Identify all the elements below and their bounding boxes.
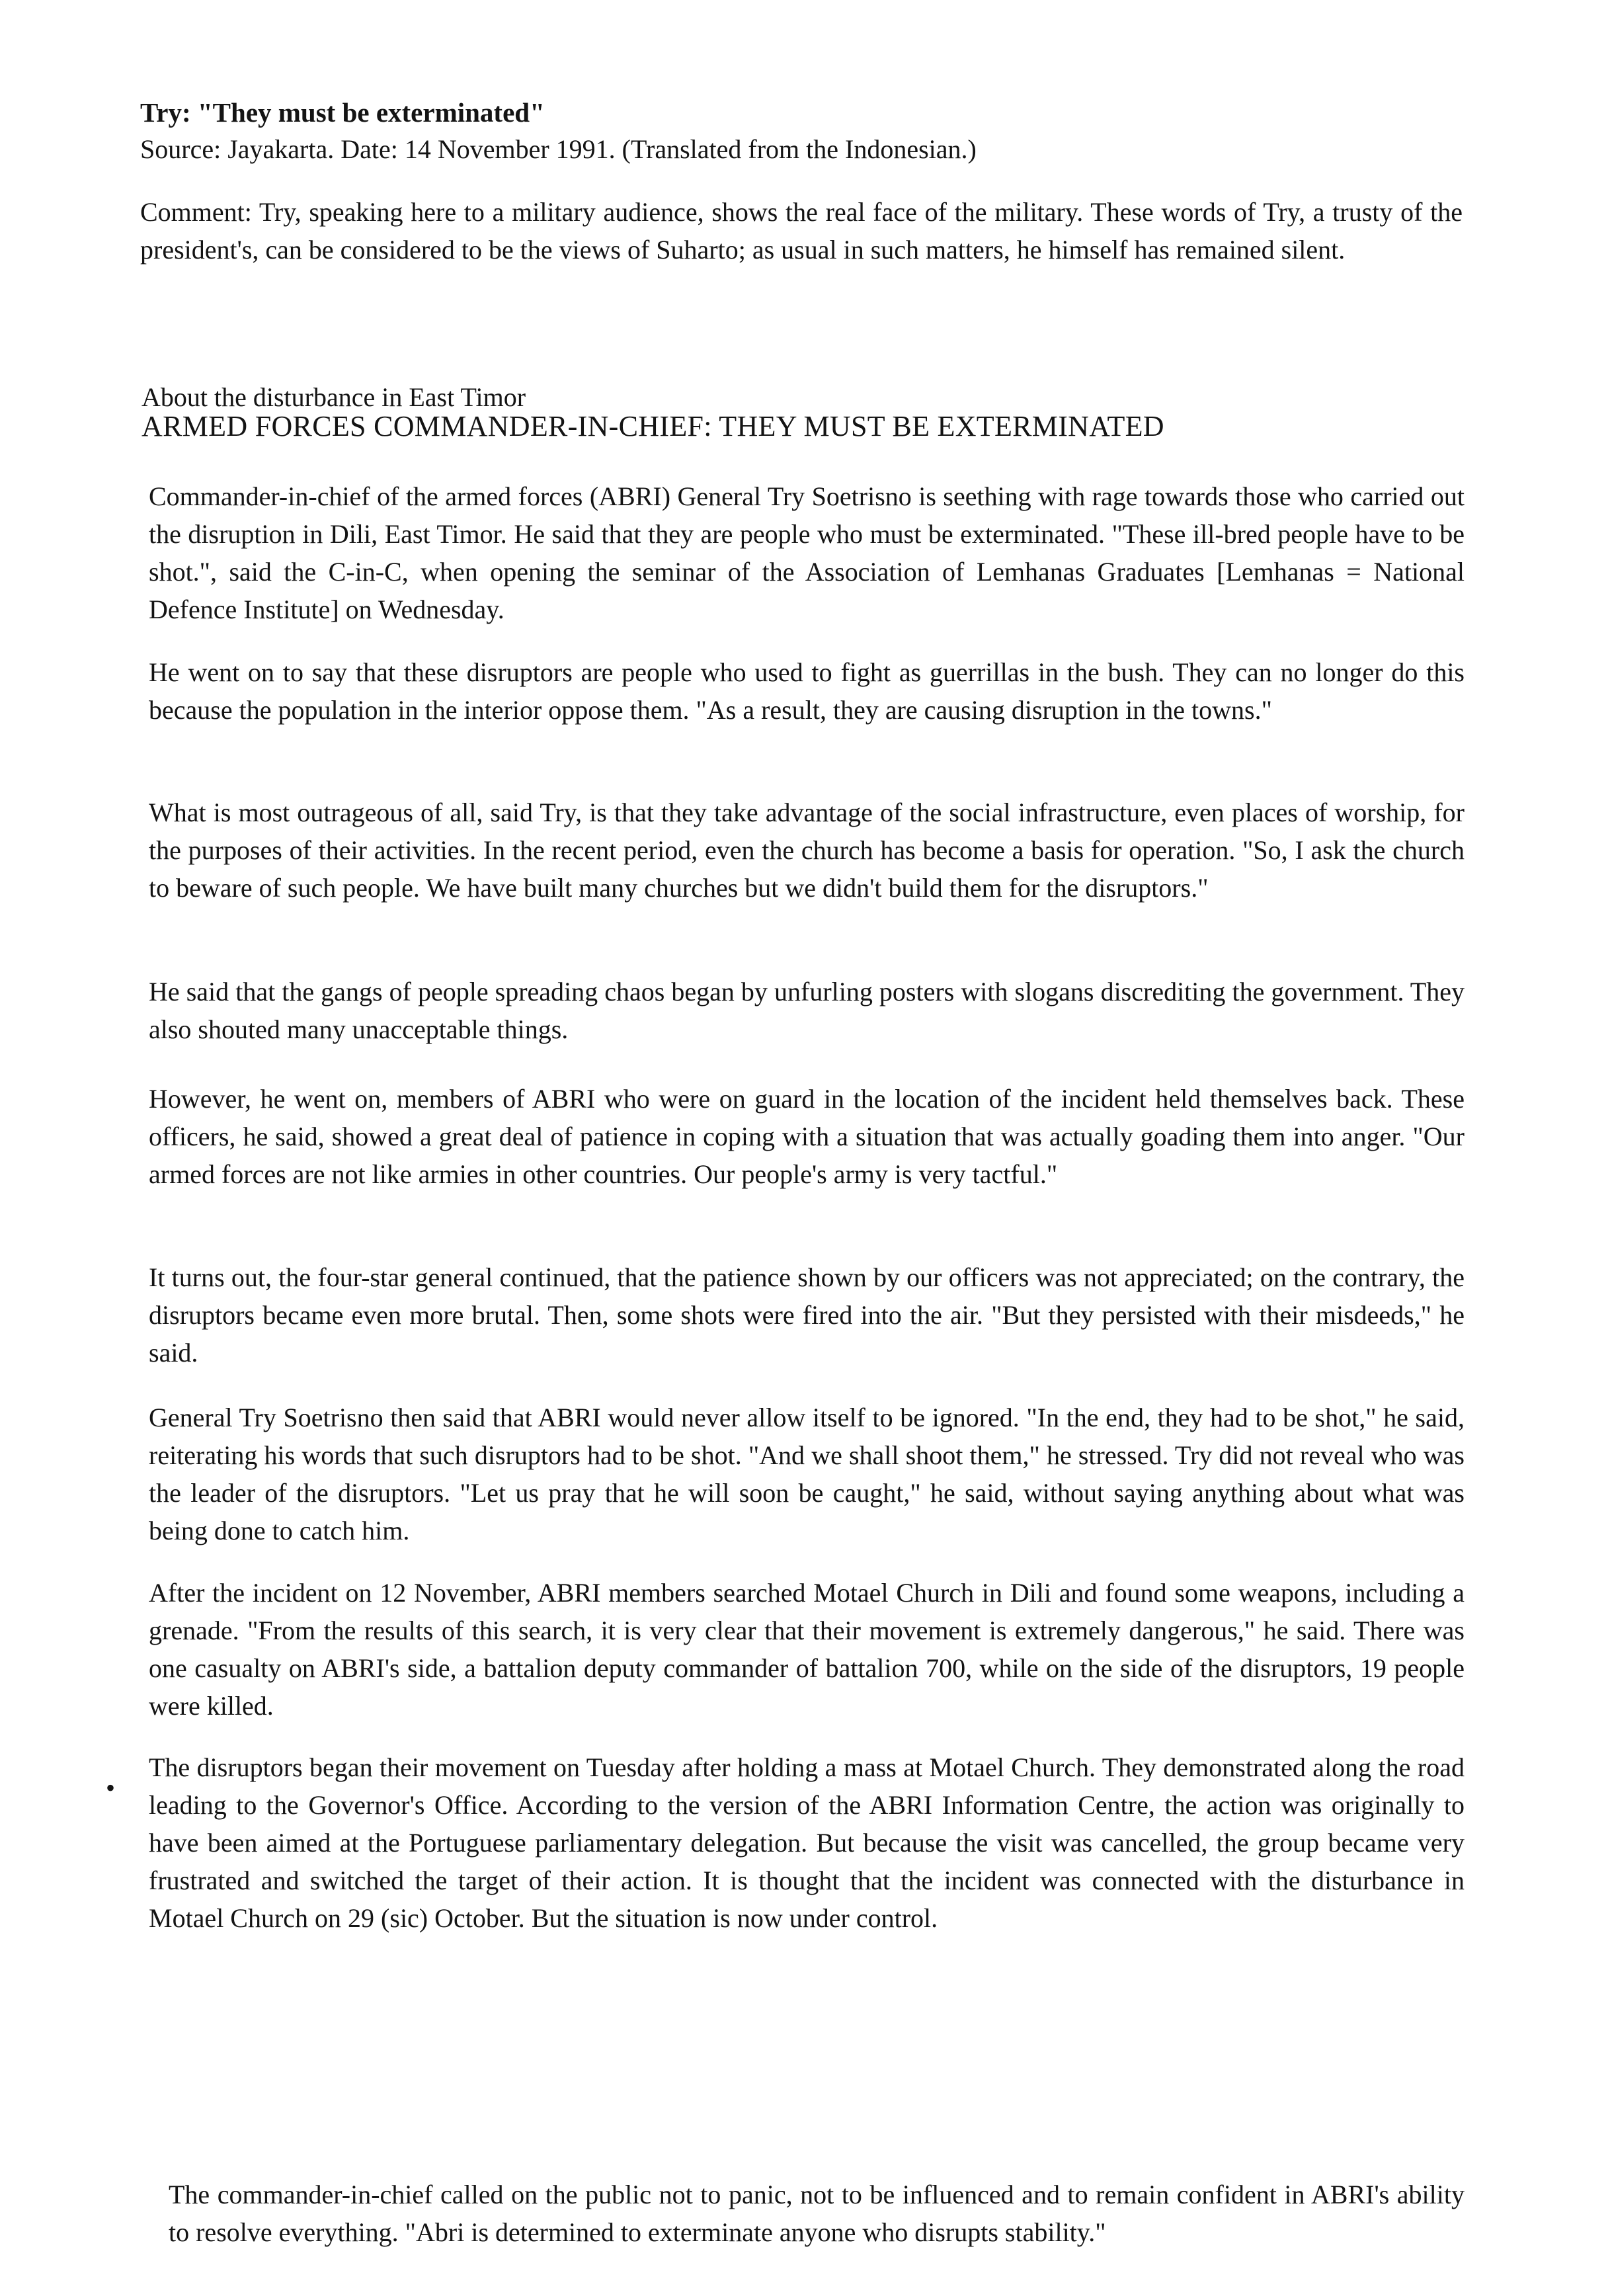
article-paragraph-6: It turns out, the four-star general continued, that the patience shown by our officers was not appreciated; on the contrary, the disruptors became even more brutal. Then, some shots were fired into the air. "But they persisted with their misdeeds," he said. xyxy=(149,1262,1465,1368)
source-line: Source: Jayakarta. Date: 14 November 1991. (Translated from the Indonesian.) xyxy=(140,134,977,164)
article-paragraph-1: Commander-in-chief of the armed forces (ABRI) General Try Soetrisno is seething with rage towards those who carried out the disruption in Dili, East Timor. He said that they are people who must be exterminated. "These ill-bred people have to be shot.", said the C-in-C, when opening the seminar of the Association of Lemhanas Graduates [Lemhanas = National Defence Institute] on Wednesday. xyxy=(149,481,1465,624)
article-paragraph-2: He went on to say that these disruptors are people who used to fight as guerrillas in the bush. They can no longer do this because the population in the interior oppose them. "As a result, they are causing disruption in the towns." xyxy=(149,657,1465,725)
article-kicker: About the disturbance in East Timor xyxy=(141,382,526,412)
article-paragraph-10: The commander-in-chief called on the public not to panic, not to be influenced and to remain confident in ABRI's ability to resolve everything. "Abri is determined to exterminate anyone who disrupts stability." xyxy=(169,2180,1465,2247)
article-headline: ARMED FORCES COMMANDER-IN-CHIEF: THEY MUST BE EXTERMINATED xyxy=(141,410,1164,442)
article-paragraph-7: General Try Soetrisno then said that ABRI would never allow itself to be ignored. "In the end, they had to be shot," he said, reiterating his words that such disruptors had to be shot. "And we shall shoot them," he stressed. Try did not reveal who was the leader of the disruptors. "Let us pray that he will soon be caught," he said, without saying anything about what was being done to catch him. xyxy=(149,1403,1465,1545)
article-paragraph-9: The disruptors began their movement on Tuesday after holding a mass at Motael Church. They demonstrated along the road leading to the Governor's Office. According to the version of the ABRI Information Centre, the action was originally to have been aimed at the Portuguese parliamentary delegation. But because the visit was cancelled, the group became very frustrated and switched the target of their action. It is thought that the incident was connected with the disturbance in Motael Church on 29 (sic) October. But the situation is now under control. xyxy=(149,1752,1465,1933)
comment-paragraph: Comment: Try, speaking here to a military audience, shows the real face of the military. These words of Try, a trusty of the president's, can be considered to be the views of Suharto; as usual in such matters, he himself has remained silent. xyxy=(140,197,1463,265)
article-paragraph-5: However, he went on, members of ABRI who were on guard in the location of the incident held themselves back. These officers, he said, showed a great deal of patience in coping with a situation that was actually goading them into anger. "Our armed forces are not like armies in other countries. Our people's army is very tactful." xyxy=(149,1084,1465,1189)
article-paragraph-3: What is most outrageous of all, said Try, is that they take advantage of the social infrastructure, even places of worship, for the purposes of their activities. In the recent period, even the church has become a basis for operation. "So, I ask the church to beware of such people. We have built many churches but we didn't build them for the disruptors." xyxy=(149,798,1465,903)
article-paragraph-4: He said that the gangs of people spreading chaos began by unfurling posters with slogans discrediting the government. They also shouted many unacceptable things. xyxy=(149,977,1465,1044)
margin-bullet: • xyxy=(106,1773,116,1803)
article-paragraph-8: After the incident on 12 November, ABRI members searched Motael Church in Dili and found some weapons, including a grenade. "From the results of this search, it is very clear that their movement is extremely dangerous," he said. There was one casualty on ABRI's side, a battalion deputy commander of battalion 700, while on the side of the disruptors, 19 people were killed. xyxy=(149,1578,1465,1721)
document-title: Try: "They must be exterminated" xyxy=(140,97,545,128)
